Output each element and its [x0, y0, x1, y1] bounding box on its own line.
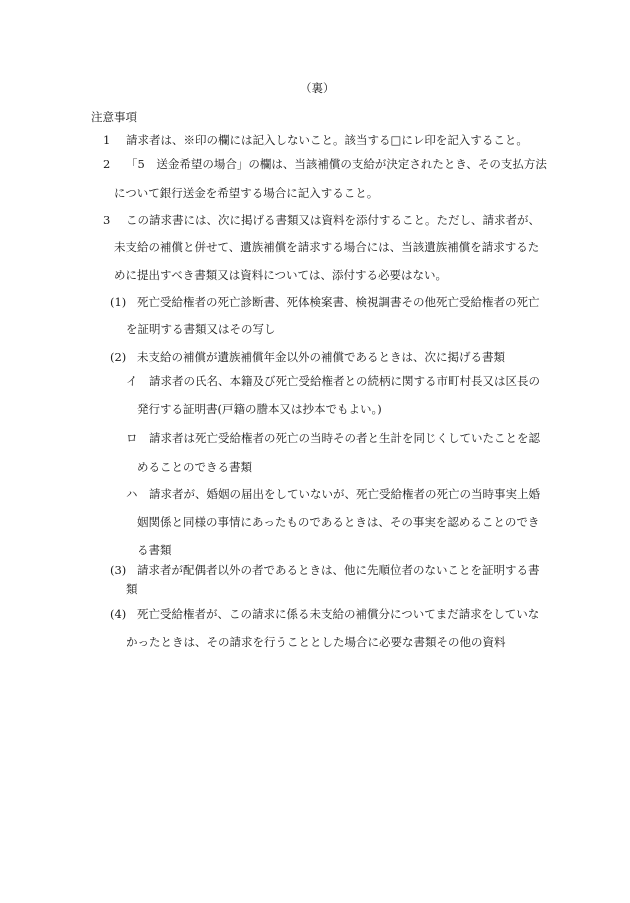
note-1-number: 1 [103, 133, 111, 147]
subitem-1-line-1: 死亡受給権者の死亡診断書、死体検案書、検視調書その他死亡受給権者の死亡 [137, 295, 540, 309]
subitem-2-number: (2) [110, 350, 127, 364]
subitem-ro-line-1: 請求者は死亡受給権者の死亡の当時その者と生計を同じくしていたことを認 [149, 431, 540, 445]
subitem-3-line-1: 請求者が配偶者以外の者であるときは、他に先順位者のないことを証明する書 [137, 563, 540, 577]
subitem-i-line-2: 発行する証明書(戸籍の謄本又は抄本でもよい。) [137, 402, 382, 416]
subitem-3-number: (3) [110, 563, 127, 577]
subitem-ro-number: ロ [126, 431, 138, 445]
subitem-2-line-1: 未支給の補償が遺族補償年金以外の補償であるときは、次に掲げる書類 [137, 350, 505, 364]
note-3-line-2: 未支給の補償と併せて、遺族補償を請求する場合には、当該遺族補償を請求するた [114, 240, 540, 254]
subitem-4-number: (4) [110, 607, 127, 621]
subitem-1-line-2: を証明する書類又はその写し [126, 322, 276, 336]
subitem-ha-line-2: 姻関係と同様の事情にあったものであるときは、その事実を認めることのでき [137, 515, 540, 529]
note-3-number: 3 [103, 213, 111, 227]
note-2-line-1: 「5 送金希望の場合」の欄は、当該補償の支給が決定されたとき、その支払方法 [126, 157, 547, 171]
subitem-3-line-2: 類 [126, 582, 138, 596]
note-3-line-3: めに提出すべき書類又は資料については、添付する必要はない。 [114, 268, 448, 282]
subitem-ro-line-2: めることのできる書類 [137, 460, 252, 474]
note-1-line-1: 請求者は、※印の欄には記入しないこと。該当する□にレ印を記入すること。 [126, 133, 528, 147]
subitem-ha-number: ハ [126, 487, 138, 501]
note-2-number: 2 [103, 157, 111, 171]
notes-heading: 注意事項 [91, 110, 137, 124]
subitem-1-number: (1) [110, 295, 127, 309]
subitem-4-line-1: 死亡受給権者が、この請求に係る未支給の補償分についてまだ請求をしていな [137, 607, 540, 621]
subitem-i-line-1: 請求者の氏名、本籍及び死亡受給権者との続柄に関する市町村長又は区長の [149, 374, 540, 388]
subitem-i-number: イ [126, 374, 138, 388]
subitem-ha-line-1: 請求者が、婚姻の届出をしていないが、死亡受給権者の死亡の当時事実上婚 [149, 487, 540, 501]
note-3-line-1: この請求書には、次に掲げる書類又は資料を添付すること。ただし、請求者が、 [126, 213, 540, 227]
note-2-line-2: について銀行送金を希望する場合に記入すること。 [114, 186, 379, 200]
subitem-ha-line-3: る書類 [137, 543, 172, 557]
page-side-label: （裏） [300, 81, 335, 95]
subitem-4-line-2: かったときは、その請求を行うこととした場合に必要な書類その他の資料 [126, 635, 506, 649]
